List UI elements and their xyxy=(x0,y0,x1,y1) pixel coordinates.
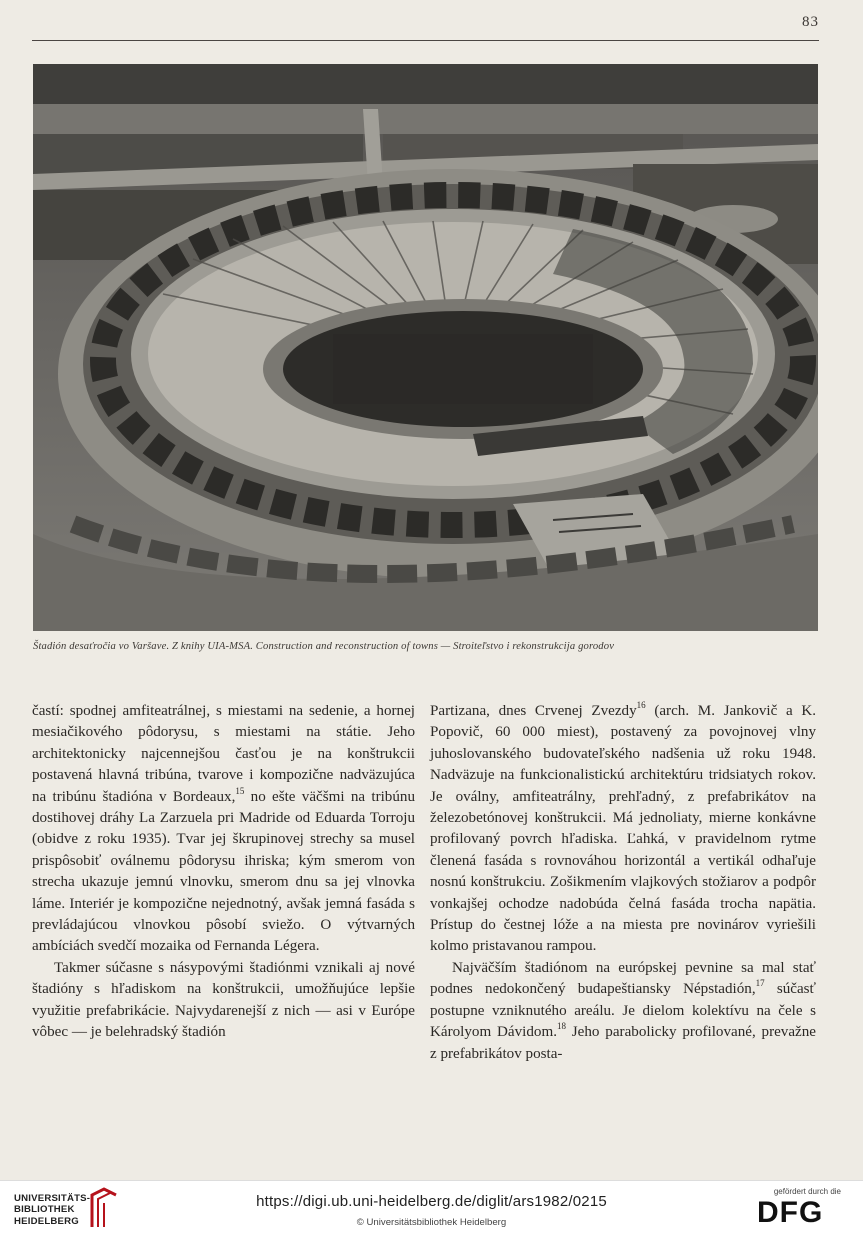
paragraph-text: no ešte väčšmi na tribúnu dostihovej dráhy La Zarzuela pri Madride od Eduarda Torroju (obidve z roku 1935). Tvar jej škrupinovej strechy sa musel prispôsobiť oválnemu pôdorysu ihriska; kým smerom von strecha ukazuje jemnú vlnovku, smerom dnu sa jej vlnovka láme. Interiér je kompozične nejednotný, avšak jemná fasáda s prevládajúcou vlnovkou pôsobí sviežo. O výtvarných ambíciách svedčí mozaika od Fernanda Légera. xyxy=(32,788,415,955)
dfg-logo-icon[interactable] xyxy=(757,1197,843,1225)
text-column-right xyxy=(430,701,816,1065)
paragraph-text: častí: spodnej amfiteatrálnej, s miestami na sedenie, a hornej mesiačikového pôdorysu, s miestami na státie. Jeho architektonicky najcennejšou časťou je na konštrukcii postavená hlavná tribúna, tvarove i kompozične nadväzujúca na tribúnu štadióna v Bordeaux, xyxy=(32,703,415,805)
figure-caption: Štadión desaťročia vo Varšave. Z knihy UIA-MSA. Construction and reconstruction of towns — Stroiteľstvo i rekonstrukcija gorodov xyxy=(33,641,615,652)
text-column-left xyxy=(32,701,415,1044)
paragraph xyxy=(32,701,415,958)
footnote-ref-17[interactable]: 17 xyxy=(755,978,765,989)
page-number: 83 xyxy=(802,14,819,30)
institution-line: BIBLIOTHEK xyxy=(14,1204,75,1216)
sponsor-note: gefördert durch die xyxy=(773,1187,841,1196)
paragraph-text: Partizana, dnes Crvenej Zvezdy xyxy=(430,703,637,719)
paragraph xyxy=(430,701,816,958)
stadium-aerial-photo xyxy=(33,64,818,631)
paragraph-text: súčasť postupne vzniknutého areálu. Je dielom kolektívu na čele s Károlyom Dávidom. xyxy=(430,981,816,1041)
paragraph-text: (arch. M. Jankovič a K. Popovič, 60 000 miest), postavený za povojnovej vlny juhoslovanského budovateľského nadšenia už roku 1948. Nadväzuje na funkcionalistickú architektúru tridsiatych rokov. Je oválny, amfiteatrálny, prehľadný, z prefabrikátov na železobetónovej konštrukcii. Má jednoliaty, mierne konkávne profilovaný povrch hľadiska. Ľahká, v pravidelnom rytme členená fasáda s rovnováhou horizontál a vertikál odhaľuje nosnú konštrukciu. Zošikmením vlajkových stožiarov a podpôr vonkajšej ochodze nadobúda čelná fasáda trocha napätia. Prístup do čestnej lóže a na miesta pre novinárov vyriešili kolmo pristavanou rampou. xyxy=(430,703,816,955)
institution-line: UNIVERSITÄTS- xyxy=(14,1193,91,1204)
copyright-notice: © Universitätsbibliothek Heidelberg xyxy=(356,1217,507,1228)
header-rule xyxy=(32,40,819,41)
document-url-link[interactable]: https://digi.ub.uni-heidelberg.de/diglit/ars1982/0215 xyxy=(256,1193,607,1210)
paragraph-text: Najväčším štadiónom na európskej pevnine sa mal stať podnes nedokončený budapeštiansky Népstadión, xyxy=(430,959,816,998)
institution-line: HEIDELBERG xyxy=(14,1215,79,1227)
aerial-stadium-photo-icon xyxy=(33,64,818,631)
footnote-ref-18[interactable]: 18 xyxy=(556,1021,566,1032)
paragraph-text: Jeho parabolicky profilované, prevažne z prefabrikátov posta- xyxy=(430,1024,817,1062)
paragraph xyxy=(430,958,816,1065)
footnote-ref-15[interactable]: 15 xyxy=(235,785,245,796)
footer-bar xyxy=(0,1180,863,1240)
footnote-ref-16[interactable]: 16 xyxy=(636,699,646,710)
svg-text:DFG: DFG xyxy=(757,1197,824,1225)
paragraph: Takmer súčasne s násypovými štadiónmi vznikali aj nové štadióny s hľadiskom na konštrukcii, umožňujúce lepšie využitie prefabrikácie. Najvydarenejší z nich — asi v Európe vôbec — je belehradský štadión xyxy=(32,959,415,1041)
